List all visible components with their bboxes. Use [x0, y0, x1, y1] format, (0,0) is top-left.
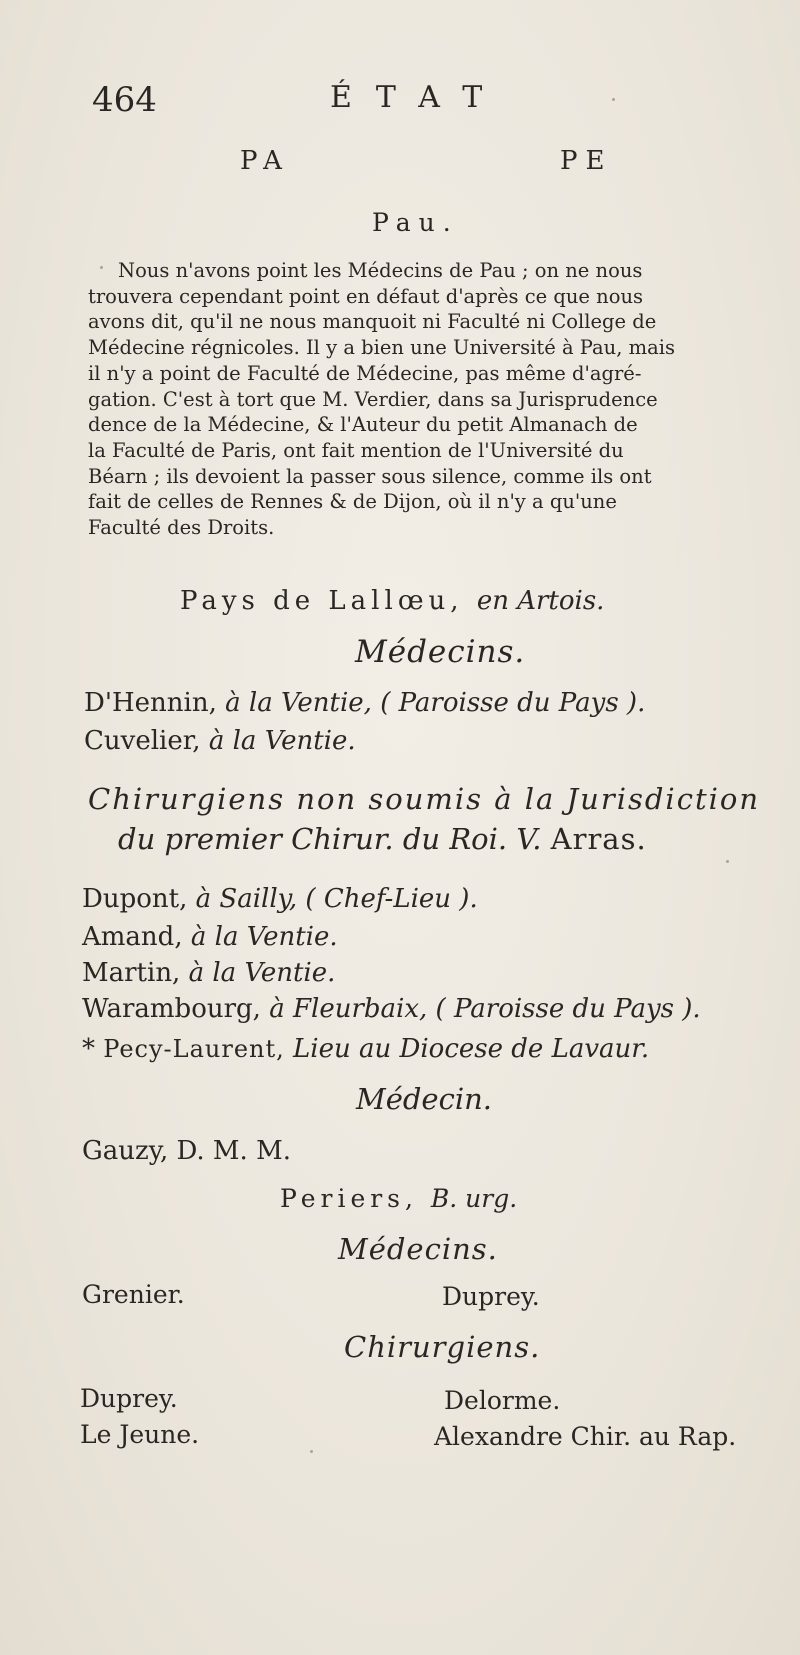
section-title-periers: [280, 1184, 517, 1213]
asterisk-marker: *: [82, 1034, 95, 1064]
pau-paragraph: [88, 258, 743, 541]
entry-le-jeune: Le Jeune.: [80, 1420, 200, 1449]
entry-place: à la Ventie, ( Paroisse du Pays ).: [225, 688, 646, 718]
periers-chirurgiens-heading: Chirurgiens.: [344, 1330, 541, 1364]
paragraph-line: Nous n'avons point les Médecins de Pau ; on ne nous: [118, 259, 643, 282]
section-title-pau: Pau.: [372, 208, 459, 237]
medecin-heading: Médecin.: [356, 1082, 492, 1116]
entry-place: à la Ventie.: [190, 922, 338, 952]
paragraph-line: trouvera cependant point en défaut d'après ce que nous: [88, 284, 644, 308]
entry-name: Warambourg,: [82, 994, 261, 1024]
entry-place: Lieu au Diocese de Lavaur.: [293, 1034, 650, 1064]
paragraph-line: avons dit, qu'il ne nous manquoit ni Faculté ni College de: [88, 310, 657, 334]
lalleu-region: en Artois.: [476, 586, 605, 616]
running-head: ÉTAT: [330, 80, 507, 115]
entry-row: [82, 922, 338, 952]
entry-gauzy: Gauzy, D. M. M.: [82, 1136, 291, 1166]
catchword-left: PA: [240, 146, 290, 176]
entry-place: à Sailly, ( Chef-Lieu ).: [195, 884, 478, 914]
entry-row: [82, 994, 701, 1024]
entry-duprey-medecin: Duprey.: [442, 1282, 540, 1311]
ink-speck: [100, 266, 103, 269]
entry-name: D'Hennin,: [84, 688, 217, 718]
entry-delorme: Delorme.: [444, 1386, 561, 1415]
entry-name: Martin,: [82, 958, 181, 988]
chirurgiens-heading-ref: Arras.: [550, 822, 647, 856]
paragraph-line: gation. C'est à tort que M. Verdier, dans sa Jurisprudence: [88, 387, 658, 411]
entry-row: [84, 688, 645, 718]
entry-duprey-chirurgien: Duprey.: [80, 1384, 178, 1413]
paragraph-line: Médecine régnicoles. Il y a bien une Université à Pau, mais: [88, 336, 675, 360]
ink-speck: [310, 1450, 313, 1453]
medecins-heading: Médecins.: [355, 634, 526, 670]
entry-row: [82, 884, 478, 914]
paragraph-line: la Faculté de Paris, ont fait mention de l'Université du: [88, 438, 624, 462]
periers-medecins-heading: Médecins.: [338, 1232, 498, 1266]
paragraph-line: il n'y a point de Faculté de Médecine, pas même d'agré-: [88, 361, 642, 385]
entry-name: Cuvelier,: [84, 726, 201, 756]
entry-name: Pecy-Laurent,: [103, 1035, 285, 1063]
lalleu-title: Pays de Lallœu,: [180, 586, 464, 616]
entry-row: [84, 726, 356, 756]
ink-speck: [726, 860, 729, 863]
paragraph-line: dence de la Médecine, & l'Auteur du petit Almanach de: [88, 413, 638, 437]
paragraph-line: Béarn ; ils devoient la passer sous silence, comme ils ont: [88, 464, 652, 488]
entry-row: [82, 958, 335, 988]
periers-region: B. urg.: [430, 1184, 518, 1213]
chirurgiens-heading-line1: Chirurgiens non soumis à la Jurisdiction: [88, 782, 761, 816]
paragraph-line: fait de celles de Rennes & de Dijon, où il n'y a qu'une: [88, 490, 617, 514]
entry-grenier: Grenier.: [82, 1280, 185, 1309]
entry-place: à la Ventie.: [208, 726, 356, 756]
paragraph-line: Faculté des Droits.: [88, 516, 275, 540]
entry-name: Dupont,: [82, 884, 188, 914]
chirurgiens-heading-italic: du premier Chirur. du Roi. V.: [118, 822, 542, 856]
entry-name: Amand,: [82, 922, 183, 952]
entry-place: à Fleurbaix, ( Paroisse du Pays ).: [269, 994, 701, 1024]
page-number: 464: [92, 80, 157, 120]
entry-place: à la Ventie.: [188, 958, 336, 988]
ink-speck: [612, 98, 615, 101]
entry-alexandre: Alexandre Chir. au Rap.: [434, 1422, 737, 1451]
section-title-lalleu: [180, 586, 604, 616]
catchword-right: PE: [560, 146, 613, 176]
entry-row-pecy: [82, 1034, 649, 1064]
chirurgiens-heading-line2: [118, 822, 647, 856]
periers-title: Periers,: [280, 1184, 418, 1213]
